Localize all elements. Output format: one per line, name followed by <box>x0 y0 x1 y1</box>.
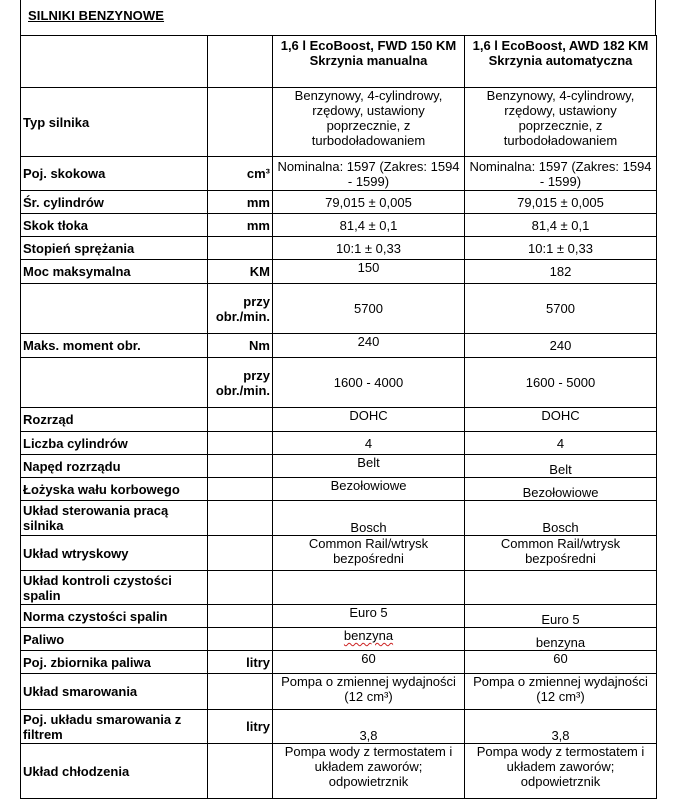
row-unit <box>208 432 273 455</box>
row-value-awd: 240 <box>465 334 657 358</box>
table-row <box>21 157 657 191</box>
table-row <box>21 284 657 334</box>
row-label: Stopień sprężania <box>21 237 208 260</box>
spellcheck-word: benzyna <box>535 635 586 650</box>
row-label: Maks. moment obr. <box>21 334 208 358</box>
row-unit: KM <box>208 260 273 284</box>
table-row <box>21 478 657 501</box>
table-row <box>21 536 657 571</box>
row-value-fwd: Pompa wody z termostatem i układem zaworów; odpowietrznik <box>273 744 465 799</box>
table-row <box>21 432 657 455</box>
header-name-cell <box>21 36 208 88</box>
column-header-awd: 1,6 l EcoBoost, AWD 182 KM Skrzynia automatyczna <box>465 36 657 88</box>
row-label: Układ sterowania pracą silnika <box>21 501 208 536</box>
row-value-fwd: Belt <box>273 455 465 478</box>
table-row <box>21 334 657 358</box>
row-unit: cm³ <box>208 157 273 191</box>
row-value-fwd: 3,8 <box>273 710 465 744</box>
row-unit <box>208 744 273 799</box>
row-unit: mm <box>208 191 273 214</box>
row-label: Układ chłodzenia <box>21 744 208 799</box>
table-row <box>21 651 657 674</box>
row-value-awd: Bosch <box>465 501 657 536</box>
row-label: Skok tłoka <box>21 214 208 237</box>
table-row <box>21 605 657 628</box>
row-value-fwd: 150 <box>273 260 465 284</box>
row-label: Typ silnika <box>21 88 208 157</box>
spec-table <box>20 35 657 799</box>
row-label: Poj. skokowa <box>21 157 208 191</box>
row-value-awd: 79,015 ± 0,005 <box>465 191 657 214</box>
column-header-fwd: 1,6 l EcoBoost, FWD 150 KM Skrzynia manualna <box>273 36 465 88</box>
row-unit: przy obr./min. <box>208 358 273 408</box>
row-value-awd <box>465 571 657 605</box>
row-value-fwd: 81,4 ± 0,1 <box>273 214 465 237</box>
table-row <box>21 237 657 260</box>
table-row <box>21 455 657 478</box>
row-value-fwd: 10:1 ± 0,33 <box>273 237 465 260</box>
row-value-fwd: 240 <box>273 334 465 358</box>
row-value-awd: Common Rail/wtrysk bezpośredni <box>465 536 657 571</box>
row-label: Układ kontroli czystości spalin <box>21 571 208 605</box>
row-value-awd: 182 <box>465 260 657 284</box>
row-unit <box>208 605 273 628</box>
row-value-fwd: DOHC <box>273 408 465 432</box>
row-value-awd: Pompa o zmiennej wydajności (12 cm³) <box>465 674 657 710</box>
row-unit: litry <box>208 710 273 744</box>
row-value-fwd: 5700 <box>273 284 465 334</box>
table-row <box>21 744 657 799</box>
row-value-awd: Pompa wody z termostatem i układem zaworów; odpowietrznik <box>465 744 657 799</box>
row-value-awd: 1600 - 5000 <box>465 358 657 408</box>
table-row <box>21 674 657 710</box>
row-unit <box>208 478 273 501</box>
row-unit <box>208 455 273 478</box>
row-value-fwd: Nominalna: 1597 (Zakres: 1594 - 1599) <box>273 157 465 191</box>
row-label: Norma czystości spalin <box>21 605 208 628</box>
row-value-awd: Nominalna: 1597 (Zakres: 1594 - 1599) <box>465 157 657 191</box>
row-unit <box>208 674 273 710</box>
table-row <box>21 408 657 432</box>
row-label <box>21 358 208 408</box>
row-value-fwd: 4 <box>273 432 465 455</box>
row-unit: Nm <box>208 334 273 358</box>
row-unit <box>208 628 273 651</box>
row-label: Poj. układu smarowania z filtrem <box>21 710 208 744</box>
row-value-awd: 4 <box>465 432 657 455</box>
row-label: Paliwo <box>21 628 208 651</box>
row-value-awd: 81,4 ± 0,1 <box>465 214 657 237</box>
row-value-fwd <box>273 628 465 651</box>
row-value-awd: 10:1 ± 0,33 <box>465 237 657 260</box>
document-title: SILNIKI BENZYNOWE <box>28 8 165 23</box>
row-value-fwd: 1600 - 4000 <box>273 358 465 408</box>
row-label: Śr. cylindrów <box>21 191 208 214</box>
table-row <box>21 88 657 157</box>
row-label: Układ wtryskowy <box>21 536 208 571</box>
title-box <box>20 0 656 36</box>
row-value-fwd <box>273 571 465 605</box>
row-value-awd <box>465 628 657 651</box>
row-value-fwd: Pompa o zmiennej wydajności (12 cm³) <box>273 674 465 710</box>
row-value-awd: Benzynowy, 4-cylindrowy, rzędowy, ustawiony poprzecznie, z turbodoładowaniem <box>465 88 657 157</box>
row-label: Układ smarowania <box>21 674 208 710</box>
row-value-awd: DOHC <box>465 408 657 432</box>
spellcheck-word: benzyna <box>343 628 394 643</box>
row-value-fwd: Benzynowy, 4-cylindrowy, rzędowy, ustawiony poprzecznie, z turbodoładowaniem <box>273 88 465 157</box>
row-value-fwd: Bosch <box>273 501 465 536</box>
row-unit: litry <box>208 651 273 674</box>
row-value-awd: Euro 5 <box>465 605 657 628</box>
row-label: Napęd rozrządu <box>21 455 208 478</box>
row-label: Liczba cylindrów <box>21 432 208 455</box>
table-row <box>21 214 657 237</box>
row-unit: przy obr./min. <box>208 284 273 334</box>
row-value-awd: Belt <box>465 455 657 478</box>
row-unit <box>208 88 273 157</box>
row-value-awd: 5700 <box>465 284 657 334</box>
row-value-fwd: Bezołowiowe <box>273 478 465 501</box>
table-row <box>21 191 657 214</box>
table-row <box>21 628 657 651</box>
table-row <box>21 710 657 744</box>
row-label <box>21 284 208 334</box>
row-value-awd: 3,8 <box>465 710 657 744</box>
row-label: Rozrząd <box>21 408 208 432</box>
row-unit <box>208 408 273 432</box>
row-label: Łożyska wału korbowego <box>21 478 208 501</box>
table-row <box>21 571 657 605</box>
table-row <box>21 358 657 408</box>
row-value-fwd: 79,015 ± 0,005 <box>273 191 465 214</box>
header-row <box>21 36 657 88</box>
row-label: Moc maksymalna <box>21 260 208 284</box>
row-unit <box>208 237 273 260</box>
row-value-awd: Bezołowiowe <box>465 478 657 501</box>
row-value-fwd: Euro 5 <box>273 605 465 628</box>
row-label: Poj. zbiornika paliwa <box>21 651 208 674</box>
row-value-awd: 60 <box>465 651 657 674</box>
header-unit-cell <box>208 36 273 88</box>
table-row <box>21 260 657 284</box>
table-row <box>21 501 657 536</box>
row-value-fwd: Common Rail/wtrysk bezpośredni <box>273 536 465 571</box>
row-unit <box>208 501 273 536</box>
row-unit <box>208 536 273 571</box>
row-unit: mm <box>208 214 273 237</box>
row-unit <box>208 571 273 605</box>
row-value-fwd: 60 <box>273 651 465 674</box>
